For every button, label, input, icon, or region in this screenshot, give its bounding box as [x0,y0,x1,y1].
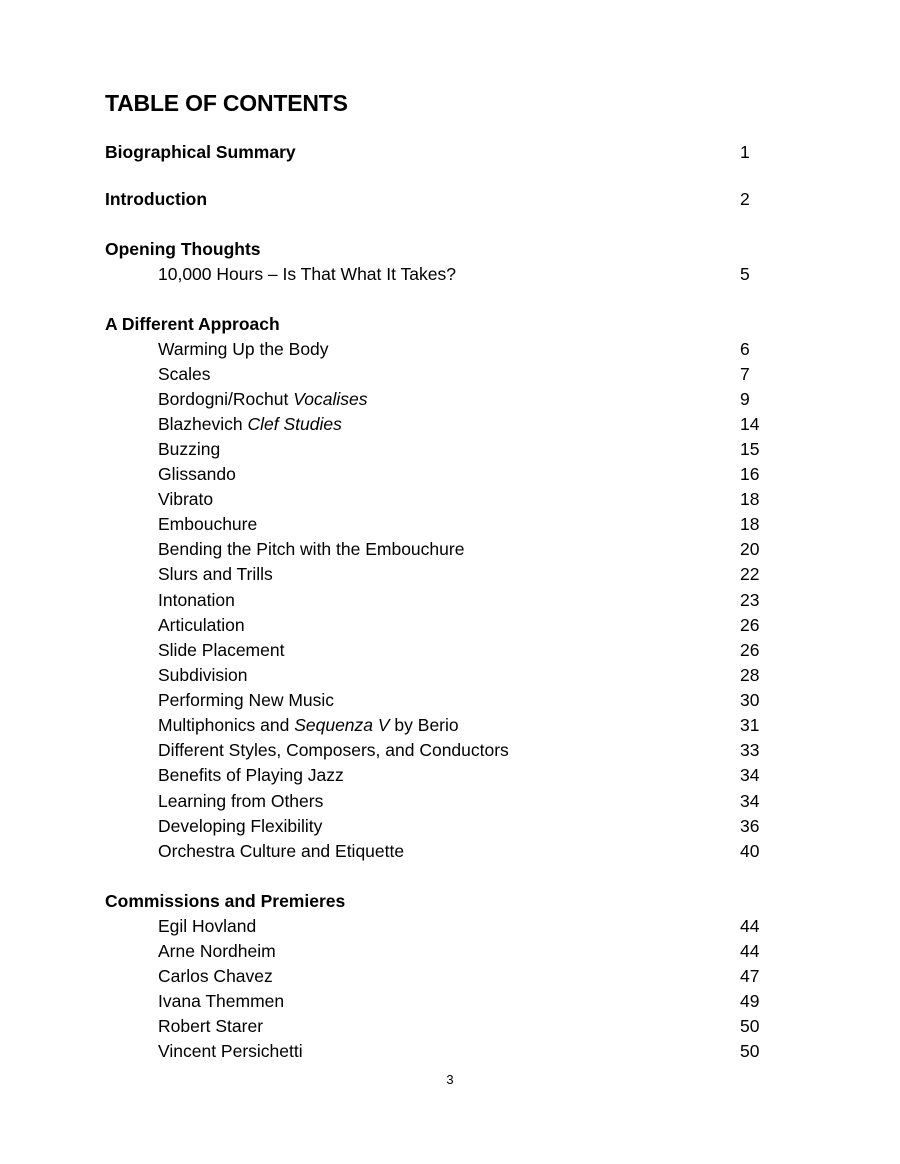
toc-heading [0,187,900,212]
toc-label-text: Vibrato [158,489,214,509]
toc-page-number: 7 [740,364,750,384]
toc-label [158,738,509,763]
toc-label [105,889,345,914]
toc-entry [0,362,900,387]
toc-label [158,487,213,512]
toc-label-text: Egil Hovland [158,916,257,936]
toc-entry [0,663,900,688]
toc-entry [0,638,900,663]
toc-page-number: 40 [740,841,760,861]
toc-label [158,989,284,1014]
toc-label [105,312,280,337]
toc-label [158,387,367,412]
toc-label-text: Commissions and Premieres [105,891,346,911]
toc-label-text: Vincent Persichetti [158,1041,303,1061]
toc-entry [0,337,900,362]
toc-label-text: Blazhevich [158,414,248,434]
toc-label-text: Developing Flexibility [158,816,323,836]
toc-entry [0,487,900,512]
toc-entry [0,964,900,989]
toc-label [158,763,344,788]
toc-page-number: 22 [740,564,760,584]
toc-label-text: Robert Starer [158,1016,264,1036]
toc-label-text: Performing New Music [158,690,335,710]
toc-label [158,1014,263,1039]
toc-label [158,437,220,462]
toc-entry [0,588,900,613]
toc-entry [0,713,900,738]
toc-label [158,362,211,387]
toc-page-number: 34 [740,791,760,811]
toc-label-text: Learning from Others [158,791,324,811]
toc-page-number: 50 [740,1016,760,1036]
toc-label-text: Multiphonics and [158,715,295,735]
toc-label [105,187,207,212]
toc-page-number: 44 [740,916,760,936]
toc-label [105,237,261,262]
toc-label [158,512,257,537]
toc-label [158,663,248,688]
toc-label [158,262,456,287]
toc-label-text: Intonation [158,590,235,610]
toc-page-number: 23 [740,590,760,610]
toc-entry [0,688,900,713]
toc-entry [0,537,900,562]
toc-heading [0,140,900,165]
toc-heading [0,312,900,337]
toc-label-text: Introduction [105,189,208,209]
toc-label [158,688,334,713]
toc-label-italic: Clef Studies [247,414,342,434]
toc-entry [0,462,900,487]
toc-label-text: Slurs and Trills [158,564,273,584]
toc-page-number: 50 [740,1041,760,1061]
toc-heading [0,889,900,914]
toc-entry [0,1039,900,1064]
toc-label-text: A Different Approach [105,314,280,334]
toc-label [158,337,329,362]
toc-entry [0,437,900,462]
toc-label [158,462,236,487]
toc-label [158,789,323,814]
toc-label-text: Benefits of Playing Jazz [158,765,344,785]
toc-page-number: 18 [740,514,760,534]
toc-page-number: 15 [740,439,760,459]
toc-page-number: 26 [740,640,760,660]
toc-page-number: 47 [740,966,760,986]
toc-entry [0,562,900,587]
toc-label-text: Orchestra Culture and Etiquette [158,841,405,861]
toc-entry [0,789,900,814]
toc-entry [0,839,900,864]
toc-label-suffix: by Berio [389,715,459,735]
toc-label-italic: Vocalises [293,389,368,409]
toc-page-number: 36 [740,816,760,836]
toc-page-number: 26 [740,615,760,635]
toc-heading [0,237,900,262]
toc-label-text: Arne Nordheim [158,941,276,961]
toc-entry [0,412,900,437]
toc-entry [0,387,900,412]
toc-label-text: Warming Up the Body [158,339,329,359]
toc-label-text: Ivana Themmen [158,991,285,1011]
toc-label [158,638,284,663]
toc-label-text: Glissando [158,464,236,484]
toc-page-number: 9 [740,389,750,409]
toc-label-text: Embouchure [158,514,258,534]
toc-label [158,412,342,437]
toc-label [158,613,245,638]
toc-label-text: Subdivision [158,665,248,685]
toc-page-number: 18 [740,489,760,509]
toc-label [158,939,276,964]
toc-entry [0,738,900,763]
toc-entry [0,814,900,839]
toc-label-text: Bending the Pitch with the Embouchure [158,539,465,559]
toc-page-number: 2 [740,189,750,209]
toc-page-number: 16 [740,464,760,484]
toc-entry [0,939,900,964]
toc-page-number: 31 [740,715,760,735]
toc-entry [0,763,900,788]
toc-label-text: Biographical Summary [105,142,296,162]
page-title: TABLE OF CONTENTS [105,90,348,116]
toc-label-text: Opening Thoughts [105,239,261,259]
toc-label-text: Carlos Chavez [158,966,273,986]
toc-label [158,588,235,613]
toc-label-text: Buzzing [158,439,221,459]
toc-label [158,1039,303,1064]
toc-label [158,964,273,989]
toc-page-number: 14 [740,414,760,434]
toc-label-text: Different Styles, Composers, and Conductors [158,740,509,760]
footer-page-number: 3 [446,1072,454,1087]
toc-page-number: 5 [740,264,750,284]
toc-label-text: Slide Placement [158,640,285,660]
toc-entry [0,989,900,1014]
toc-label-italic: Sequenza V [294,715,390,735]
toc-page-number: 1 [740,142,750,162]
toc-label-text: Bordogni/Rochut [158,389,294,409]
toc-page-number: 6 [740,339,750,359]
toc-page-number: 33 [740,740,760,760]
toc-label [158,537,464,562]
toc-label [158,713,459,738]
toc-entry [0,613,900,638]
toc-label [105,140,296,165]
toc-entry [0,1014,900,1039]
toc-label [158,562,273,587]
toc-label-text: 10,000 Hours – Is That What It Takes? [158,264,456,284]
toc-page-number: 34 [740,765,760,785]
toc-label [158,914,256,939]
toc-entry [0,262,900,287]
toc-page-number: 28 [740,665,760,685]
toc-page-number: 30 [740,690,760,710]
toc-page-number: 20 [740,539,760,559]
toc-label-text: Articulation [158,615,245,635]
toc-page-number: 49 [740,991,760,1011]
toc-label [158,814,322,839]
toc-entry [0,512,900,537]
toc-label [158,839,404,864]
toc-page-number: 44 [740,941,760,961]
toc-label-text: Scales [158,364,211,384]
toc-entry [0,914,900,939]
